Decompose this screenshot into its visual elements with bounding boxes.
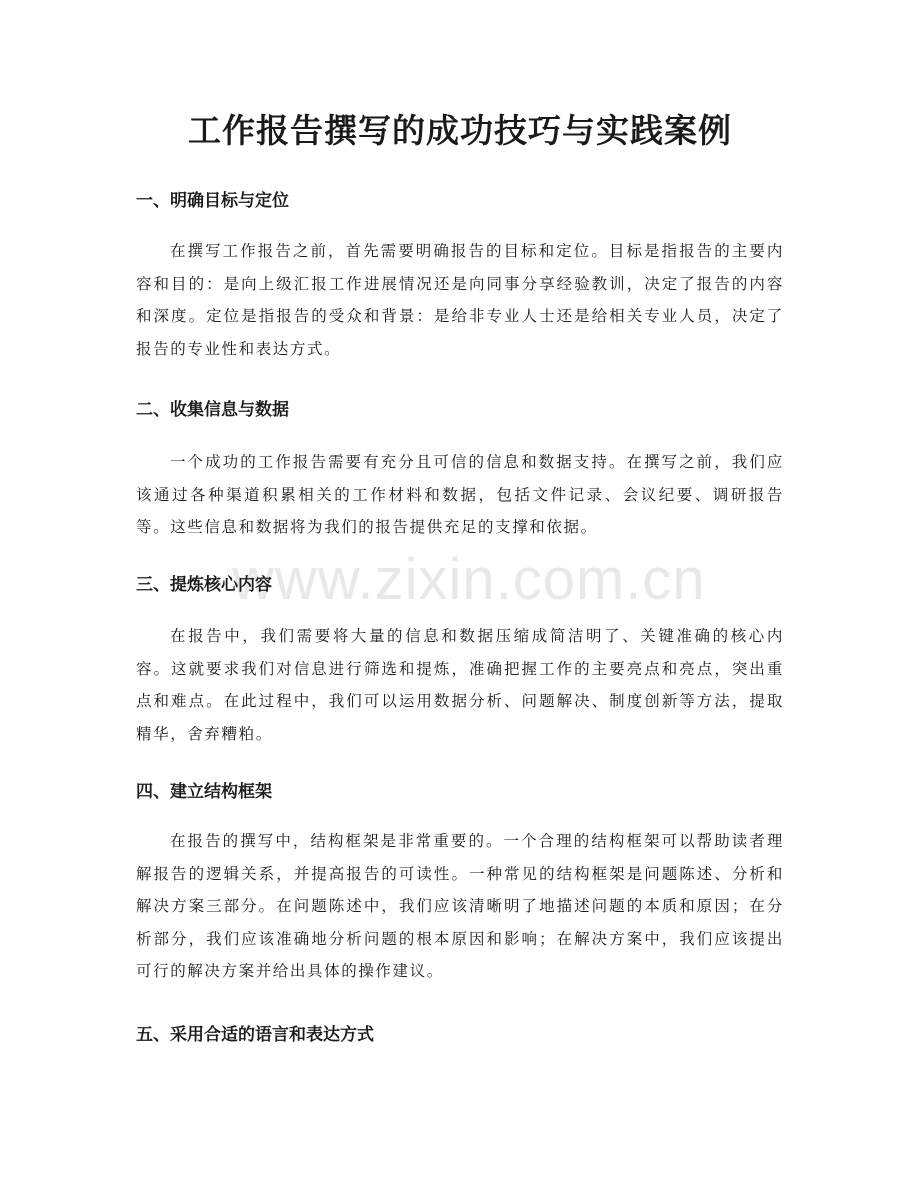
section-paragraph-3: 在报告中，我们需要将大量的信息和数据压缩成简洁明了、关键准确的核心内容。这就要求我们对信息进行筛选和提炼，准确把握工作的主要亮点和亮点，突出重点和难点。在此过程中，我们可以运用数据分析、问题解决、制度创新等方法，提取精华，舍弃糟粕。 xyxy=(136,627,784,743)
section-heading-4: 四、建立结构框架 xyxy=(136,782,272,802)
section-paragraph-4: 在报告的撰写中，结构框架是非常重要的。一个合理的结构框架可以帮助读者理解报告的逻辑关系，并提高报告的可读性。一种常见的结构框架是问题陈述、分析和解决方案三部分。在问题陈述中，我们应该清晰明了地描述问题的本质和原因；在分析部分，我们应该准确地分析问题的根本原因和影响；在解决方案中，我们应该提出可行的解决方案并给出具体的操作建议。 xyxy=(136,832,784,980)
section-paragraph-1: 在撰写工作报告之前，首先需要明确报告的目标和定位。目标是指报告的主要内容和目的：是向上级汇报工作进展情况还是向同事分享经验教训，决定了报告的内容和深度。定位是指报告的受众和背景：是给非专业人士还是给相关专业人员，决定了报告的专业性和表达方式。 xyxy=(136,242,784,358)
section-heading-5: 五、采用合适的语言和表达方式 xyxy=(136,1025,374,1045)
watermark: www.zixin.com.cn xyxy=(232,547,706,612)
section-heading-3: 三、提炼核心内容 xyxy=(136,575,272,595)
section-heading-2: 二、收集信息与数据 xyxy=(136,400,289,420)
page-title: 工作报告撰写的成功技巧与实践案例 xyxy=(188,111,732,150)
section-heading-1: 一、明确目标与定位 xyxy=(136,191,289,211)
section-paragraph-2: 一个成功的工作报告需要有充分且可信的信息和数据支持。在撰写之前，我们应该通过各种渠道积累相关的工作材料和数据，包括文件记录、会议纪要、调研报告等。这些信息和数据将为我们的报告提供充足的支撑和依据。 xyxy=(136,453,784,536)
